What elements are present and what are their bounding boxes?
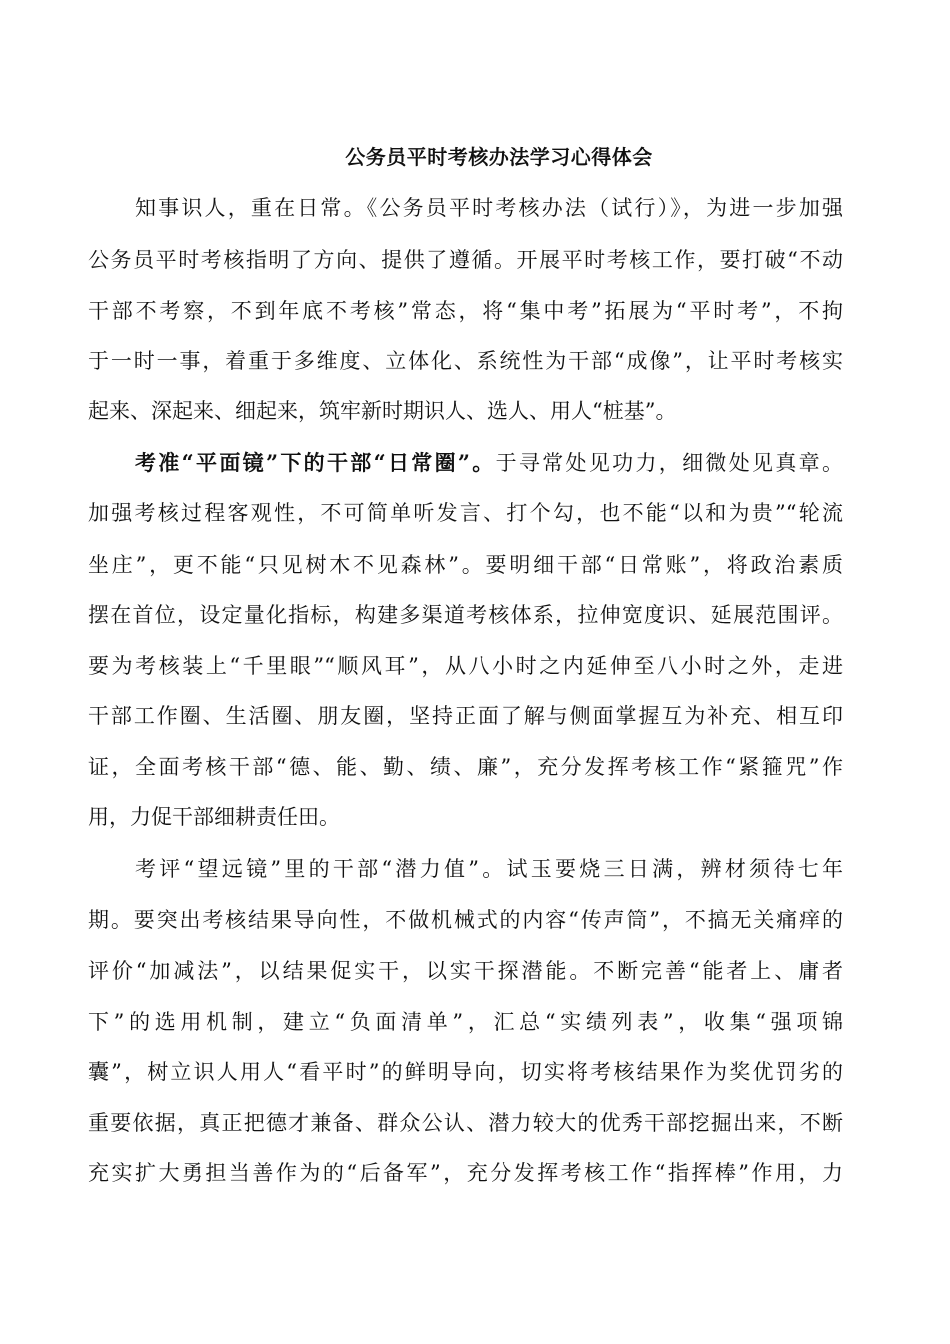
paragraph-3-line-2: 期。要突出考核结果导向性，不做机械式的内容“传声筒”，不搞无关痛痒的 xyxy=(88,908,843,932)
paragraph-3-line-3: 评价“加减法”，以结果促实干，以实干探潜能。不断完善“能者上、庸者 xyxy=(88,959,843,983)
paragraph-2-line-1-text: 于寻常处见功力，细微处见真章。 xyxy=(495,451,843,475)
paragraph-2-line-4: 摆在首位，设定量化指标，构建多渠道考核体系，拉伸宽度识、延展范围评。 xyxy=(88,603,843,627)
paragraph-3-line-4: 下”的选用机制，建立“负面清单”，汇总“实绩列表”，收集“强项锦 xyxy=(88,1010,843,1034)
paragraph-2-line-3: 坐庄”，更不能“只见树木不见森林”。要明细干部“日常账”，将政治素质 xyxy=(88,553,843,577)
paragraph-1-line-2: 公务员平时考核指明了方向、提供了遵循。开展平时考核工作，要打破“不动 xyxy=(88,248,843,272)
paragraph-2-line-8: 用，力促干部细耕责任田。 xyxy=(88,805,340,829)
paragraph-2-line-5: 要为考核装上“千里眼”“顺风耳”，从八小时之内延伸至八小时之外，走进 xyxy=(88,654,843,678)
paragraph-3-line-6: 重要依据，真正把德才兼备、群众公认、潜力较大的优秀干部挖掘出来，不断 xyxy=(88,1111,843,1135)
document-title: 公务员平时考核办法学习心得体会 xyxy=(345,145,653,169)
paragraph-1-line-5: 起来、深起来、细起来，筑牢新时期识人、选人、用人“桩基”。 xyxy=(88,399,677,423)
paragraph-1-line-3: 干部不考察，不到年底不考核”常态，将“集中考”拓展为“平时考”，不拘 xyxy=(88,299,843,323)
paragraph-3-line-5: 囊”，树立识人用人“看平时”的鲜明导向，切实将考核结果作为奖优罚劣的 xyxy=(88,1060,843,1084)
paragraph-2-heading: 考准“平面镜”下的干部“日常圈”。 xyxy=(135,450,496,475)
paragraph-2-line-6: 干部工作圈、生活圈、朋友圈，坚持正面了解与侧面掌握互为补充、相互印 xyxy=(88,704,843,728)
paragraph-1-line-1: 知事识人，重在日常。《公务员平时考核办法（试行）》，为进一步加强 xyxy=(135,196,843,220)
paragraph-2-line-1 xyxy=(135,437,843,489)
paragraph-2-line-7: 证，全面考核干部“德、能、勤、绩、廉”，充分发挥考核工作“紧箍咒”作 xyxy=(88,755,843,779)
paragraph-2-line-2: 加强考核过程客观性，不可简单听发言、打个勾，也不能“以和为贵”“轮流 xyxy=(88,501,843,525)
paragraph-1-line-4: 于一时一事，着重于多维度、立体化、系统性为干部“成像”，让平时考核实 xyxy=(88,349,843,373)
paragraph-3-line-7: 充实扩大勇担当善作为的“后备军”，充分发挥考核工作“指挥棒”作用，力 xyxy=(88,1161,843,1185)
paragraph-3-line-1: 考评“望远镜”里的干部“潜力值”。试玉要烧三日满，辨材须待七年 xyxy=(135,857,843,881)
